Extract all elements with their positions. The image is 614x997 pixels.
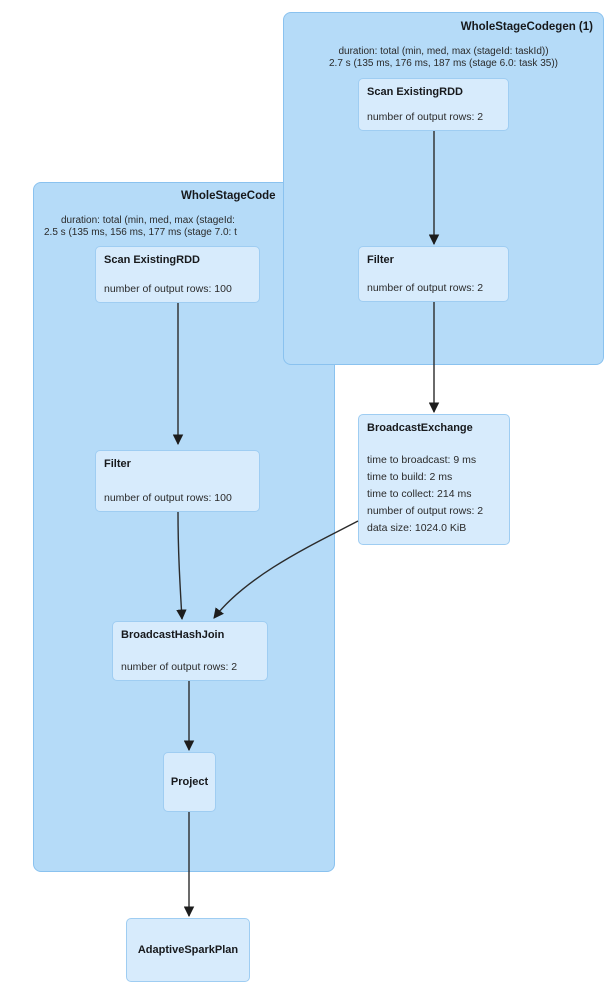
cluster-wholestagecodegen-1: [283, 12, 604, 365]
node-metric: number of output rows: 2: [367, 282, 484, 294]
node-title: Filter: [104, 458, 131, 470]
plan-node-filter-left[interactable]: [95, 450, 260, 512]
node-title: BroadcastExchange: [367, 422, 473, 434]
node-title: AdaptiveSparkPlan: [137, 944, 239, 956]
cluster-duration: [284, 46, 603, 69]
plan-node-project[interactable]: [163, 752, 216, 812]
node-title: Project: [170, 776, 209, 788]
node-title: BroadcastHashJoin: [121, 629, 225, 641]
node-metric: time to build: 2 ms: [367, 471, 453, 483]
plan-node-filter-right[interactable]: [358, 246, 509, 302]
node-metric: number of output rows: 2: [367, 111, 484, 123]
cluster-duration-value: 2.7 s (135 ms, 176 ms, 187 ms (stage 6.0: task 35)): [329, 57, 558, 69]
cluster-title: WholeStageCode: [181, 190, 276, 202]
node-metrics: [367, 452, 501, 537]
cluster-duration-label: duration: total (min, med, max (stageId: taskId)): [338, 46, 549, 57]
plan-node-adaptive-spark-plan[interactable]: [126, 918, 250, 982]
plan-node-scan-existingrdd-right[interactable]: [358, 78, 509, 131]
plan-node-scan-existingrdd-left[interactable]: [95, 246, 260, 303]
plan-node-broadcast-exchange[interactable]: [358, 414, 510, 545]
cluster-title: WholeStageCodegen (1): [460, 21, 593, 33]
plan-node-broadcast-hash-join[interactable]: [112, 621, 268, 681]
node-title: Filter: [367, 254, 394, 266]
node-title: Scan ExistingRDD: [104, 254, 200, 266]
cluster-duration-label: duration: total (min, med, max (stageId:: [61, 215, 235, 226]
node-metric: time to broadcast: 9 ms: [367, 454, 477, 466]
node-metric: number of output rows: 2: [121, 661, 238, 673]
node-metric: data size: 1024.0 KiB: [367, 522, 467, 534]
cluster-duration-value: 2.5 s (135 ms, 156 ms, 177 ms (stage 7.0: t: [44, 227, 237, 238]
node-metric: number of output rows: 100: [104, 492, 232, 504]
node-title: Scan ExistingRDD: [367, 86, 463, 98]
node-metric: number of output rows: 100: [104, 283, 232, 295]
node-metric: time to collect: 214 ms: [367, 488, 472, 500]
node-metric: number of output rows: 2: [367, 505, 484, 517]
